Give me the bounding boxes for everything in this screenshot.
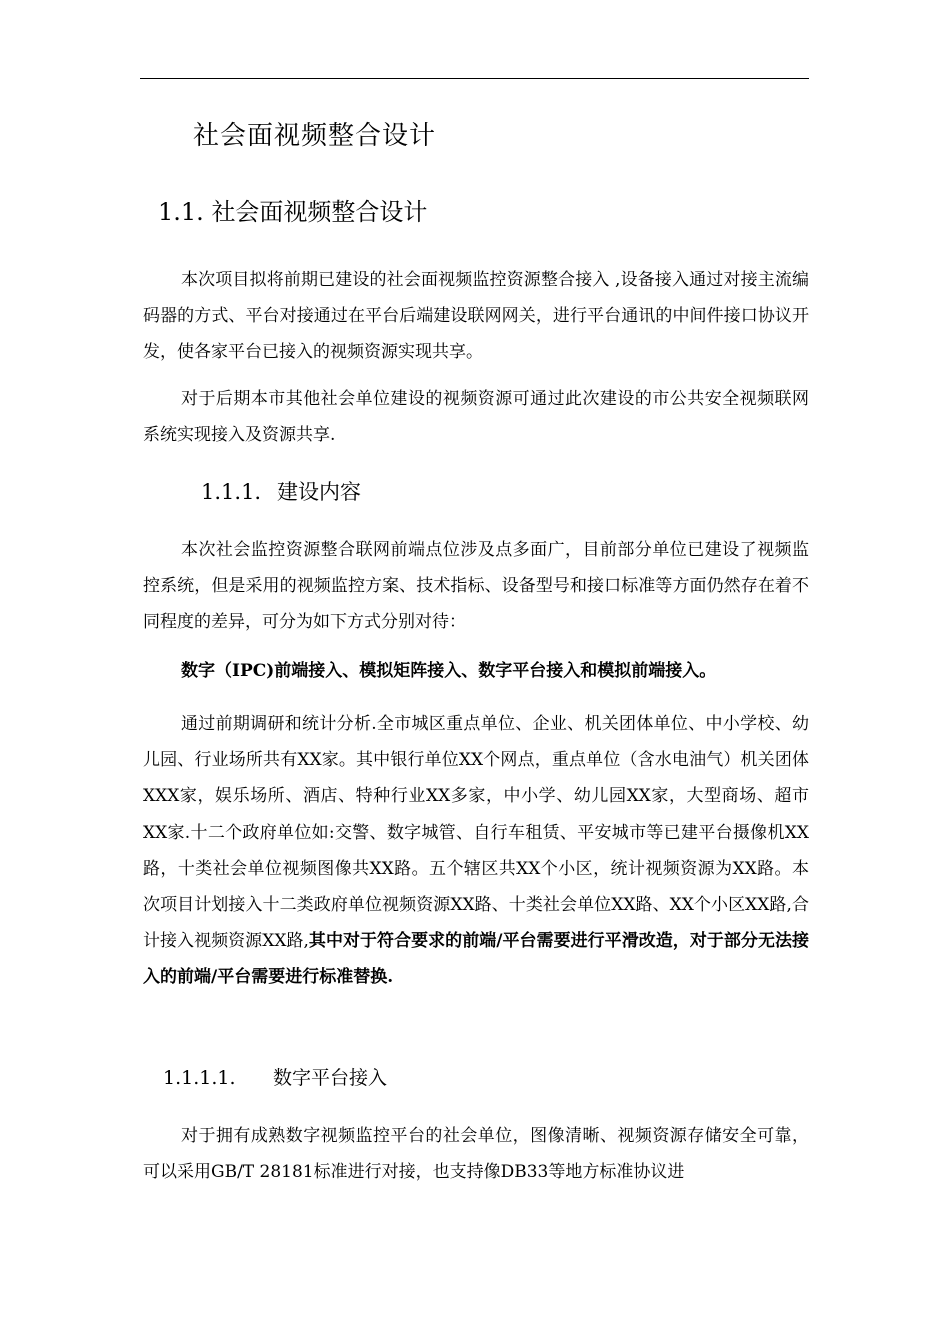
section-title: 数字平台接入 (273, 1067, 388, 1089)
paragraph-survey-statistics (143, 706, 809, 996)
section-heading-1-1-1-1 (163, 1063, 387, 1090)
section-heading-1-1-1 (201, 476, 361, 506)
access-methods-bold-line: 数字（IPC)前端接入、模拟矩阵接入、数字平台接入和模拟前端接入。 (181, 661, 717, 681)
survey-text: 通过前期调研和统计分析.全市城区重点单位、企业、机关团体单位、中小学校、幼儿园、行业场所共有XX家。其中银行单位XX个网点，重点单位（含水电油气）机关团体XXX家，娱乐场所、酒店、特种行业XX多家，中小学、幼儿园XX家，大型商场、超市XX家.十二个政府单位如:交警、数字城管、自行车租赁、平安城市等已建平台摄像机XX路，十类社会单位视频图像共XX路。五个辖区共XX个小区，统计视频资源为XX路。本次项目计划接入十二类政府单位视频资源XX路、十类社会单位XX路、XX个小区XX路,合计接入视频资源XX路, (143, 714, 809, 952)
section-title: 社会面视频整合设计 (211, 198, 428, 226)
section-title: 建设内容 (277, 480, 361, 504)
section-number: 1.1. (158, 198, 204, 226)
survey-bold-conclusion: 其中对于符合要求的前端/平台需要进行平滑改造，对于部分无法接入的前端/平台需要进行标准替换. (143, 931, 809, 988)
paragraph-digital-platform: 对于拥有成熟数字视频监控平台的社会单位，图像清晰、视频资源存储安全可靠，可以采用GB/T 28181标准进行对接，也支持像DB33等地方标准协议进 (143, 1126, 809, 1183)
header-rule (140, 78, 809, 79)
document-title: 社会面视频整合设计 (193, 121, 437, 151)
paragraph-intro: 本次项目拟将前期已建设的社会面视频监控资源整合接入 ,设备接入通过对接主流编码器的方式、平台对接通过在平台后端建设联网网关，进行平台通讯的中间件接口协议开发，使各家平台已接入的视频资源实现共享。 (143, 270, 809, 363)
paragraph-later-resources: 对于后期本市其他社会单位建设的视频资源可通过此次建设的市公共安全视频联网系统实现接入及资源共享. (143, 389, 809, 446)
paragraph-construction-content: 本次社会监控资源整合联网前端点位涉及点多面广，目前部分单位已建设了视频监控系统，但是采用的视频监控方案、技术指标、设备型号和接口标准等方面仍然存在着不同程度的差异，可分为如下方式分别对待： (143, 540, 809, 633)
section-number: 1.1.1. (201, 480, 262, 504)
section-number: 1.1.1.1. (163, 1067, 236, 1089)
section-heading-1-1 (158, 192, 427, 227)
